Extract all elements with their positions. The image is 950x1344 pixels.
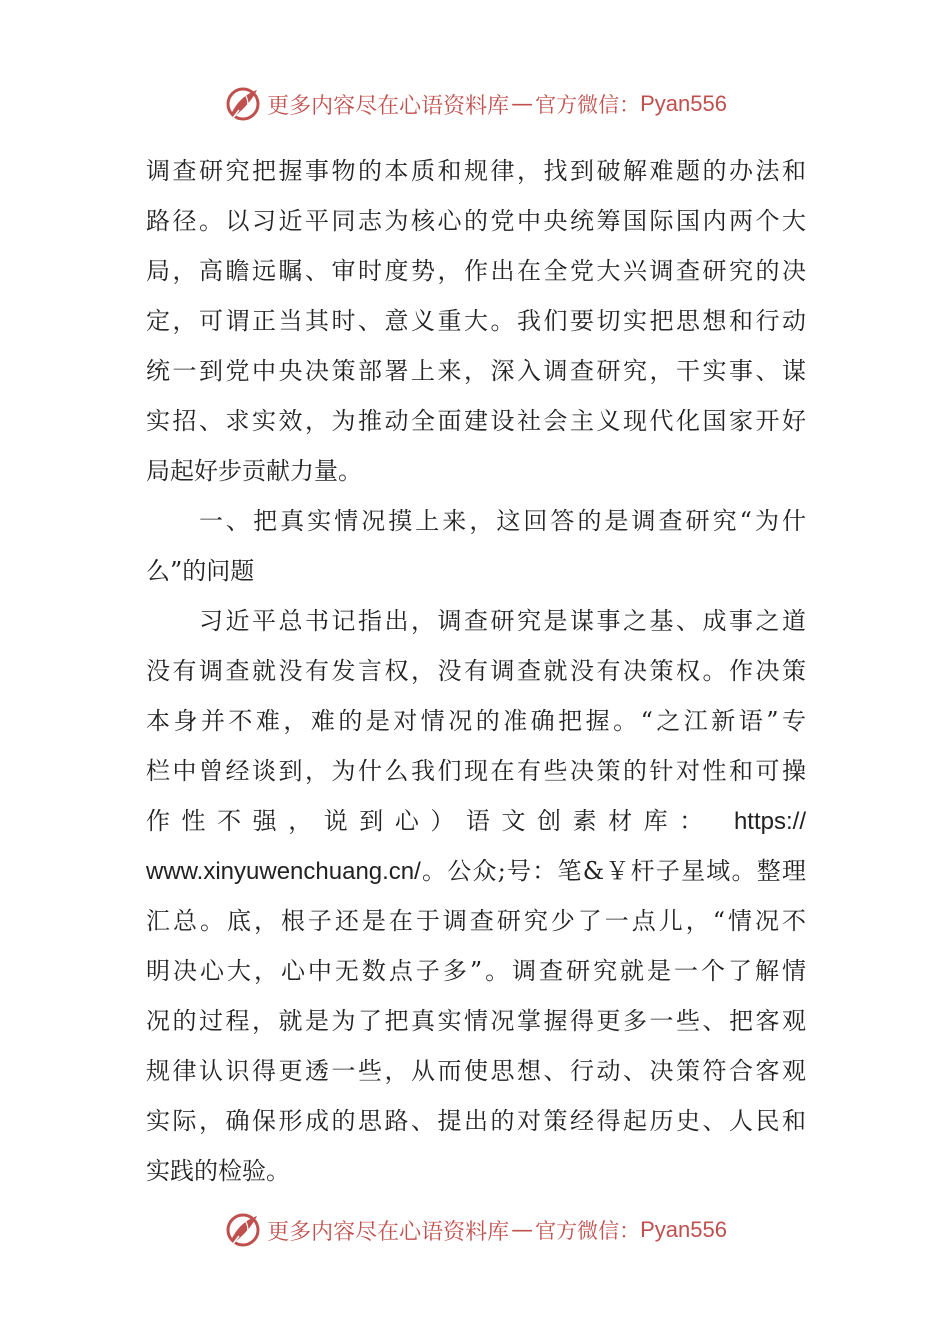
text-line: 调查研究把握事物的本质和规律，找到破解难题的办法和 (146, 157, 806, 185)
text-line: 统一到党中央决策部署上来，深入调查研究，干实事、谋 (146, 357, 806, 385)
banner-wechat-label: 官方微信： (535, 93, 641, 117)
text-line-with-link (146, 796, 806, 846)
url-fragment: https:// (733, 808, 806, 835)
text-line: 实际，确保形成的思路、提出的对策经得起历史、人民和 (146, 1107, 806, 1135)
url-text: www.xinyuwenchuang.cn/ (146, 858, 421, 885)
footer-banner (0, 1208, 950, 1252)
banner-text: 更多内容尽在心语资料库 (267, 1219, 510, 1245)
text-line: 定，可谓正当其时、意义重大。我们要切实把思想和行动 (146, 307, 806, 335)
text-line: 路径。以习近平同志为核心的党中央统筹国际国内两个大 (146, 207, 806, 235)
text-line: 栏中曾经谈到，为什么我们现在有些决策的针对性和可操 (146, 757, 806, 785)
text-line: 局，高瞻远瞩、审时度势，作出在全党大兴调查研究的决 (146, 257, 806, 285)
header-banner (0, 82, 950, 126)
text-line: 局起好步贡献力量。 (146, 457, 362, 485)
pen-logo-icon (223, 1210, 263, 1250)
text-line: 规律认识得更透一些，从而使思想、行动、决策符合客观 (146, 1057, 806, 1085)
banner-separator: — (511, 91, 534, 117)
section-heading: 一、把真实情况摸上来，这回答的是调查研究“为什 (199, 507, 806, 535)
document-body (146, 146, 806, 1196)
text-line: 况的过程，就是为了把真实情况掌握得更多一些、把客观 (146, 1007, 806, 1035)
text-fragment: 。公众;号：笔&￥杆子星域。整理 (420, 857, 806, 885)
text-line: 实招、求实效，为推动全面建设社会主义现代化国家开好 (146, 407, 806, 435)
banner-wechat-id: Pyan556 (640, 91, 727, 116)
banner-wechat-label: 官方微信： (535, 1219, 641, 1243)
text-line: 本身并不难，难的是对情况的准确把握。“之江新语”专 (146, 707, 806, 735)
text-line: 习近平总书记指出，调查研究是谋事之基、成事之道 (199, 607, 806, 635)
text-line-with-link (146, 846, 806, 896)
banner-wechat-id: Pyan556 (640, 1217, 727, 1242)
text-fragment: 作性不强，说到心）语文创素材库： (146, 807, 715, 835)
text-line: 明决心大，心中无数点子多”。调查研究就是一个了解情 (146, 957, 806, 985)
banner-text: 更多内容尽在心语资料库 (267, 93, 510, 119)
text-line: 没有调查就没有发言权，没有调查就没有决策权。作决策 (146, 657, 806, 685)
text-line: 汇总。底，根子还是在于调查研究少了一点儿，“情况不 (146, 907, 806, 935)
banner-separator: — (511, 1217, 534, 1243)
pen-logo-icon (223, 84, 263, 124)
section-heading-cont: 么”的问题 (146, 557, 255, 585)
text-line: 实践的检验。 (146, 1157, 290, 1185)
